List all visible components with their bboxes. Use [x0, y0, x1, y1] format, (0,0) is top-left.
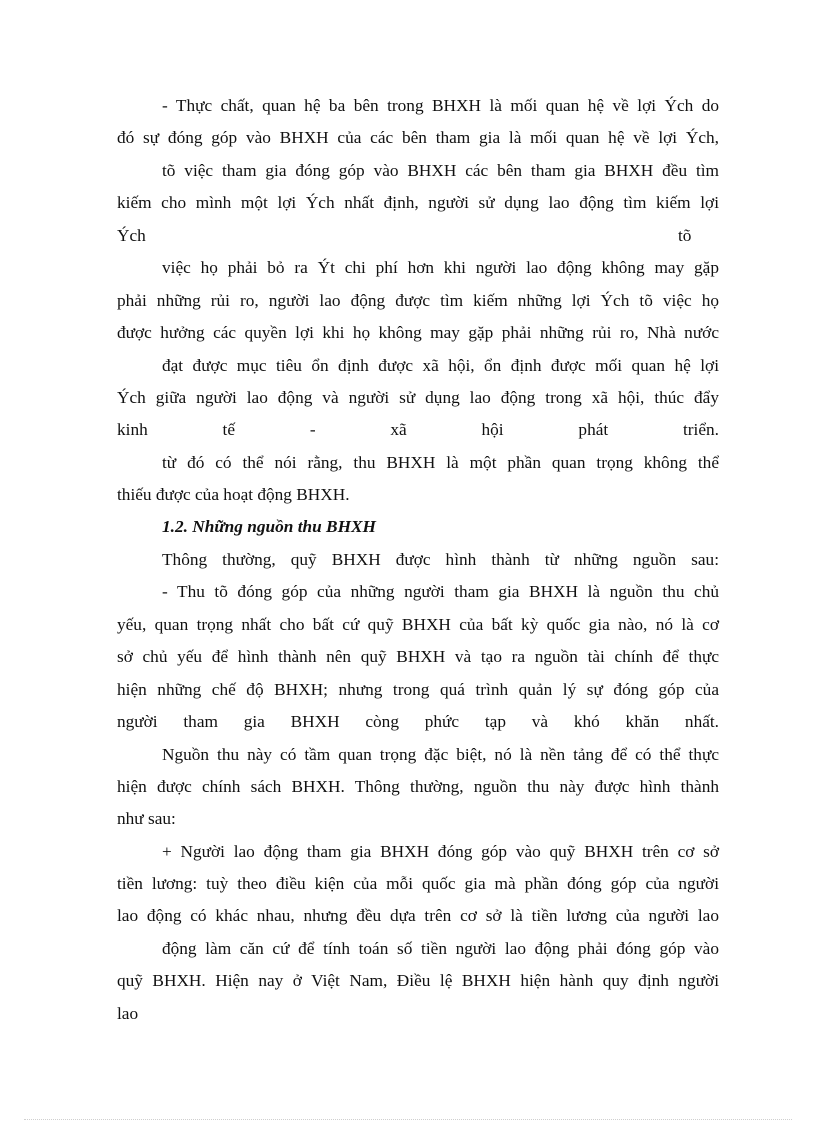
paragraph-line: động làm căn cứ để tính toán số tiền người lao động phải đóng góp vào	[162, 939, 719, 958]
paragraph-line: yếu, quan trọng nhất cho bất cứ quỹ BHXH của bất kỳ quốc gia nào, nó là cơ	[117, 615, 719, 634]
section-heading: 1.2. Những nguồn thu BHXH	[162, 517, 376, 536]
paragraph-line: Ých giữa người lao động và người sử dụng lao động trong xã hội, thúc đẩy	[117, 388, 719, 407]
paragraph-line: thiếu được của hoạt động BHXH.	[117, 485, 350, 504]
paragraph-line: tõ	[678, 226, 692, 245]
paragraph-line: đạt được mục tiêu ổn định được xã hội, ổn định được mối quan hệ lợi	[162, 356, 719, 375]
paragraph-line: như sau:	[117, 809, 176, 828]
paragraph-line: lao động có khác nhau, nhưng đều dựa trên cơ sở là tiền lương của người lao	[117, 906, 719, 925]
paragraph-line: quỹ BHXH. Hiện nay ở Việt Nam, Điều lệ BHXH hiện hành quy định người	[117, 971, 719, 990]
paragraph-line: Ých	[117, 226, 146, 245]
paragraph-line: việc họ phải bỏ ra Ýt chi phí hơn khi người lao động không may gặp	[162, 258, 719, 277]
paragraph-line: kinh tế - xã hội phát triển.	[117, 420, 719, 439]
paragraph-line: Thông thường, quỹ BHXH được hình thành từ những nguồn sau:	[162, 550, 719, 569]
paragraph-line: + Người lao động tham gia BHXH đóng góp vào quỹ BHXH trên cơ sở	[162, 842, 719, 861]
paragraph-line: kiếm cho mình một lợi Ých nhất định, người sử dụng lao động tìm kiếm lợi	[117, 193, 719, 212]
paragraph-line: lao	[117, 1004, 139, 1023]
paragraph-line: - Thu tõ đóng góp của những người tham gia BHXH là nguồn thu chủ	[162, 582, 719, 601]
paragraph-line: - Thực chất, quan hệ ba bên trong BHXH là mối quan hệ về lợi Ých do	[162, 96, 719, 115]
paragraph-line: được hưởng các quyền lợi khi họ không may gặp phải những rủi ro, Nhà nước	[117, 323, 719, 342]
paragraph-line: Nguồn thu này có tầm quan trọng đặc biệt, nó là nền tảng để có thể thực	[162, 745, 719, 764]
paragraph-line: sở chủ yếu để hình thành nên quỹ BHXH và tạo ra nguồn tài chính để thực	[117, 647, 719, 666]
paragraph-line: đó sự đóng góp vào BHXH của các bên tham gia là mối quan hệ về lợi Ých,	[117, 128, 719, 147]
paragraph-line: tiền lương: tuỳ theo điều kiện của mỗi quốc gia mà phần đóng góp của người	[117, 874, 719, 893]
paragraph-line: hiện được chính sách BHXH. Thông thường, nguồn thu này được hình thành	[117, 777, 719, 796]
paragraph-line: người tham gia BHXH còng phức tạp và khó khăn nhất.	[117, 712, 719, 731]
paragraph-line: từ đó có thể nói rằng, thu BHXH là một phần quan trọng không thể	[162, 453, 719, 472]
page-bottom-rule	[24, 1119, 792, 1120]
paragraph-line: hiện những chế độ BHXH; nhưng trong quá trình quản lý sự đóng góp của	[117, 680, 719, 699]
paragraph-line: phải những rủi ro, người lao động được tìm kiếm những lợi Ých tõ việc họ	[117, 291, 719, 310]
paragraph-line: tõ việc tham gia đóng góp vào BHXH các bên tham gia BHXH đều tìm	[162, 161, 719, 180]
